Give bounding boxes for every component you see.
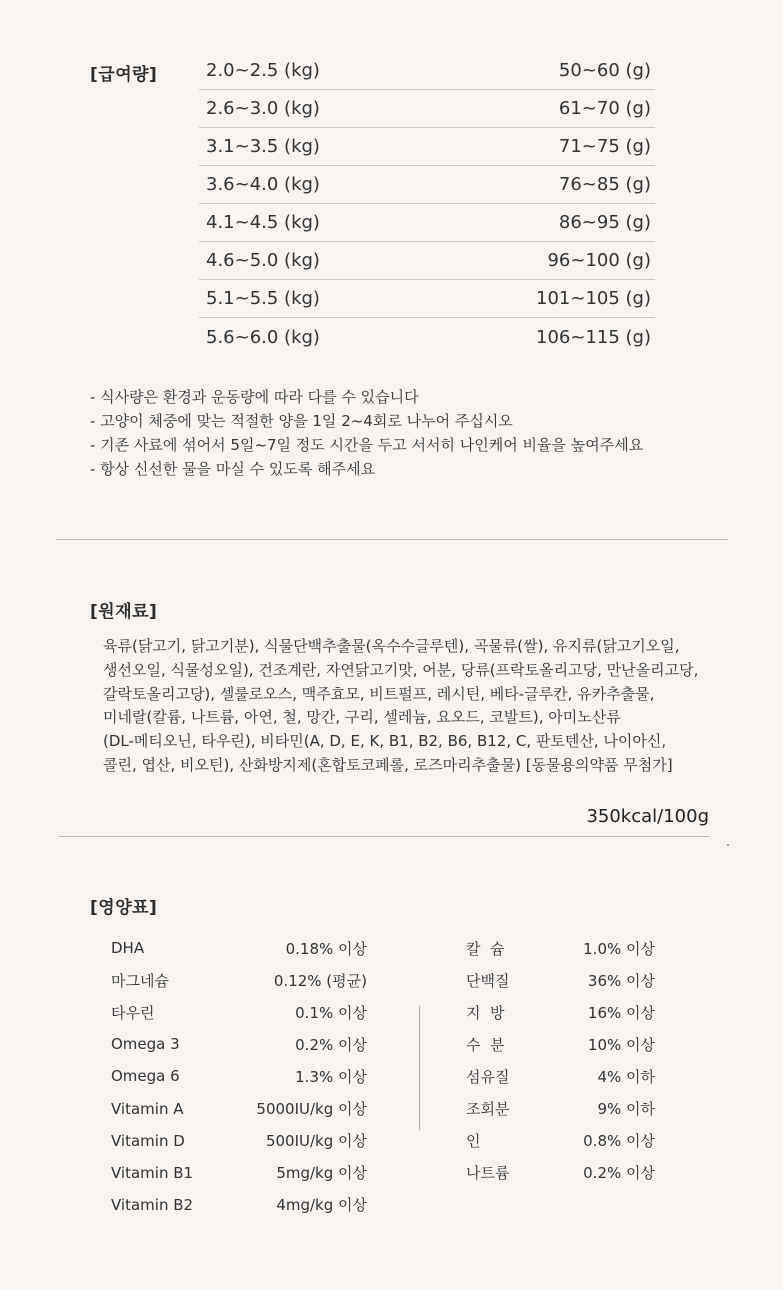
cat-weight: 3.1~3.5 (kg) xyxy=(206,136,320,157)
nutrient-value: 0.2% 이상 xyxy=(295,1035,367,1054)
nutrient-row xyxy=(466,1157,655,1189)
feed-amount: 106~115 (g) xyxy=(536,326,651,348)
feeding-row xyxy=(199,204,655,242)
nutrient-row xyxy=(111,1028,367,1060)
nutrient-row xyxy=(111,1060,367,1092)
ingredients-line: (DL-메티오닌, 타우린), 비타민(A, D, E, K, B1, B2, B6, B12, C, 판토텐산, 나이아신, xyxy=(103,732,667,751)
ingredients-text xyxy=(103,635,698,778)
nutrient-value: 0.2% 이상 xyxy=(583,1164,655,1183)
nutrition-section-title: [영양표] xyxy=(90,898,158,918)
nutrient-row xyxy=(111,996,367,1028)
nutrient-row xyxy=(111,964,367,996)
cat-weight: 5.1~5.5 (kg) xyxy=(206,288,320,309)
nutrient-name: Vitamin B2 xyxy=(111,1195,194,1214)
section-divider xyxy=(59,836,710,837)
note-item: - 고양이 체중에 맞는 적절한 양을 1일 2~4회로 나누어 주십시오 xyxy=(90,412,513,430)
nutrient-value: 0.1% 이상 xyxy=(295,1003,367,1022)
nutrient-value: 5000IU/kg 이상 xyxy=(256,1100,367,1119)
nutrition-table-left xyxy=(111,932,367,1221)
ingredients-line: 콜린, 엽산, 비오틴), 산화방지제(혼합토코페롤, 로즈마리추출물) [동물용의약품 무첨가] xyxy=(103,755,673,774)
cat-weight: 4.6~5.0 (kg) xyxy=(206,250,320,271)
cat-weight: 2.6~3.0 (kg) xyxy=(206,98,320,119)
cat-weight: 3.6~4.0 (kg) xyxy=(206,174,320,195)
nutrient-value: 16% 이상 xyxy=(587,1003,655,1022)
nutrient-value: 1.3% 이상 xyxy=(295,1067,367,1086)
feeding-row xyxy=(199,318,655,356)
nutrient-value: 9% 이하 xyxy=(597,1100,655,1119)
feeding-row xyxy=(199,166,655,204)
nutrient-row xyxy=(466,964,655,996)
calorie-info: 350kcal/100g xyxy=(586,806,709,827)
nutrient-row xyxy=(111,1157,367,1189)
feeding-row xyxy=(199,242,655,280)
ingredients-line: 육류(닭고기, 닭고기분), 식물단백추출물(옥수수글루텐), 곡물류(쌀), 유지류(닭고기오일, xyxy=(103,637,680,655)
nutrient-name: 타우린 xyxy=(111,1003,155,1022)
feeding-row xyxy=(199,90,655,128)
nutrient-row xyxy=(466,1092,655,1124)
nutrient-row xyxy=(466,1125,655,1157)
nutrient-value: 0.8% 이상 xyxy=(583,1132,655,1151)
note-item: - 항상 신선한 물을 마실 수 있도록 해주세요 xyxy=(90,460,376,478)
nutrient-value: 10% 이상 xyxy=(587,1035,655,1054)
feed-amount: 76~85 (g) xyxy=(558,174,651,195)
nutrient-row xyxy=(111,1189,367,1221)
nutrient-name: 섬유질 xyxy=(466,1067,510,1086)
nutrient-value: 36% 이상 xyxy=(587,971,655,990)
nutrient-name: Omega 6 xyxy=(111,1067,180,1086)
nutrient-value: 500IU/kg 이상 xyxy=(265,1132,367,1151)
decorative-mark xyxy=(727,844,729,846)
cat-weight: 2.0~2.5 (kg) xyxy=(206,60,320,81)
nutrient-row xyxy=(111,1092,367,1124)
nutrient-name: 인 xyxy=(466,1132,481,1151)
feeding-section-title: [급여량] xyxy=(90,65,158,85)
nutrient-name: 마그네슘 xyxy=(111,971,169,990)
nutrition-table-right xyxy=(466,932,655,1189)
nutrient-value: 4mg/kg 이상 xyxy=(276,1196,367,1215)
nutrient-name: DHA xyxy=(111,939,145,958)
cat-weight: 4.1~4.5 (kg) xyxy=(206,212,320,233)
feeding-table xyxy=(199,52,655,356)
nutrient-name: 단백질 xyxy=(466,971,510,990)
nutrient-row xyxy=(111,1125,367,1157)
nutrient-value: 4% 이하 xyxy=(597,1067,655,1086)
nutrient-row xyxy=(466,932,655,964)
ingredients-line: 생선오일, 식물성오일), 건조계란, 자연닭고기맛, 어분, 당류(프락토올리고당, 만난올리고당, xyxy=(103,660,699,679)
nutrient-name: 수 분 xyxy=(466,1035,505,1054)
feed-amount: 86~95 (g) xyxy=(558,212,651,233)
nutrition-column-divider xyxy=(419,1006,420,1130)
nutrient-row xyxy=(466,1060,655,1092)
feeding-row xyxy=(199,128,655,166)
note-item: - 식사량은 환경과 운동량에 따라 다를 수 있습니다 xyxy=(90,388,419,406)
nutrient-name: Vitamin D xyxy=(111,1131,185,1150)
ingredients-line: 갈락토올리고당), 셀룰로오스, 맥주효모, 비트펄프, 레시틴, 베타-글루칸, 유카추출물, xyxy=(103,684,655,703)
nutrient-name: 조회분 xyxy=(466,1100,510,1119)
feeding-row xyxy=(199,52,655,90)
nutrient-name: Omega 3 xyxy=(111,1035,180,1054)
nutrient-value: 1.0% 이상 xyxy=(583,939,655,958)
nutrient-value: 5mg/kg 이상 xyxy=(276,1164,367,1183)
feed-amount: 50~60 (g) xyxy=(558,60,651,81)
nutrient-name: Vitamin B1 xyxy=(111,1163,194,1182)
feed-amount: 101~105 (g) xyxy=(536,288,651,309)
nutrient-row xyxy=(466,996,655,1028)
feeding-row xyxy=(199,280,655,318)
nutrient-value: 0.12% (평균) xyxy=(273,971,367,990)
nutrient-name: Vitamin A xyxy=(111,1099,184,1118)
feed-amount: 71~75 (g) xyxy=(558,136,651,157)
note-item: - 기존 사료에 섞어서 5일~7일 정도 시간을 두고 서서히 나인케어 비율을 높여주세요 xyxy=(90,436,644,454)
cat-weight: 5.6~6.0 (kg) xyxy=(206,326,320,348)
section-divider xyxy=(56,539,728,540)
feeding-notes xyxy=(90,385,643,481)
nutrient-row xyxy=(466,1028,655,1060)
ingredients-section-title: [원재료] xyxy=(90,602,158,622)
feed-amount: 96~100 (g) xyxy=(547,250,651,271)
feed-amount: 61~70 (g) xyxy=(558,98,651,119)
nutrient-value: 0.18% 이상 xyxy=(285,939,367,958)
ingredients-line: 미네랄(칼륨, 나트륨, 아연, 철, 망간, 구리, 셀레늄, 요오드, 코발트), 아미노산류 xyxy=(103,708,621,727)
nutrient-name: 칼 슘 xyxy=(466,939,505,958)
nutrient-name: 나트륨 xyxy=(466,1164,510,1183)
nutrient-name: 지 방 xyxy=(466,1003,505,1022)
nutrient-row xyxy=(111,932,367,964)
